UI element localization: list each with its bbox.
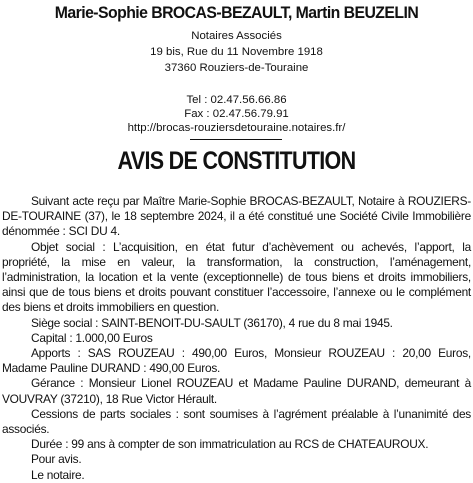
paragraph-registered-office: Siège social : SAINT-BENOIT-DU-SAULT (36170), 4 rue du 8 mai 1945. xyxy=(31,315,393,330)
paragraph-duration: Durée : 99 ans à compter de son immatriculation au RCS de CHATEAUROUX. xyxy=(31,437,429,452)
paragraph-for-notice: Pour avis. xyxy=(31,452,82,467)
paragraph-deed: Suivant acte reçu par Maître Marie-Sophie BROCAS-BEZAULT, Notaire à ROUZIERS-DE-TOURAINE (37), le 18 septembre 2024, il a été constitué une Société Civile Immobilière dénommée : SCI DU 4. xyxy=(2,194,471,239)
telephone-line: Tel : 02.47.56.66.86 xyxy=(186,94,287,106)
paragraph-purpose: Objet social : L’acquisition, en état futur d’achèvement ou achevés, l’apport, la propriété, la mise en valeur, la transformation, la construction, l’aménagement, l’administration, la location et la vente (exceptionnelle) de tous biens et droits immobiliers, ainsi que de tous biens et droits pouvant constituer l’accessoire, l’annexe ou le complément des biens et droits immobiliers en question. xyxy=(2,239,471,315)
notary-names-heading: Marie-Sophie BROCAS-BEZAULT, Martin BEUZELIN xyxy=(54,3,419,22)
paragraph-contributions: Apports : SAS ROUZEAU : 490,00 Euros, Monsieur ROUZEAU : 20,00 Euros, Madame Pauline DURAND : 490,00 Euros. xyxy=(2,346,471,376)
paragraph-share-transfers: Cessions de parts sociales : sont soumises à l’agrément préalable à l’unanimité des associés. xyxy=(2,406,471,437)
header-divider xyxy=(190,139,282,140)
website-link[interactable]: http://brocas-rouziersdetouraine.notaires.fr/ xyxy=(127,122,346,134)
notice-title: AVIS DE CONSTITUTION xyxy=(117,147,356,175)
address-line-2: 37360 Rouziers-de-Touraine xyxy=(164,62,309,74)
notice-body xyxy=(2,194,471,483)
paragraph-management: Gérance : Monsieur Lionel ROUZEAU et Madame Pauline DURAND, demeurant à VOUVRAY (37210), 18 Rue Victor Hérault. xyxy=(2,376,471,406)
paragraph-capital: Capital : 1.000,00 Euros xyxy=(31,330,153,345)
paragraph-signature: Le notaire. xyxy=(31,467,85,482)
address-line-1: 19 bis, Rue du 11 Novembre 1918 xyxy=(150,46,323,58)
fax-line: Fax : 02.47.56.79.91 xyxy=(184,108,289,120)
firm-name: Notaires Associés xyxy=(191,30,282,42)
